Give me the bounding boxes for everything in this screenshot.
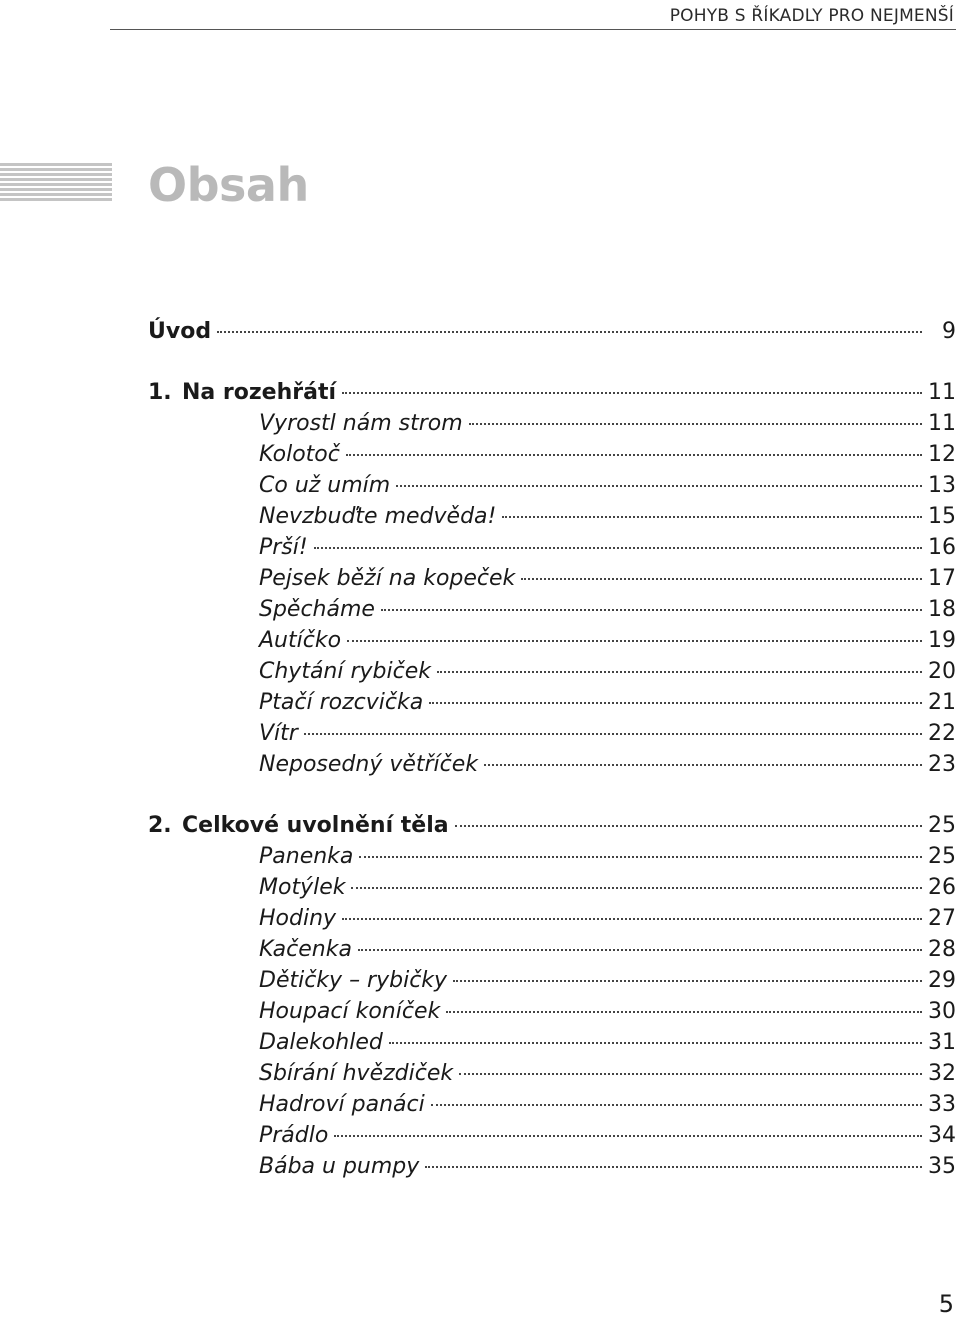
toc-entry-label: Sbírání hvězdiček xyxy=(259,1061,454,1086)
toc-leader xyxy=(314,547,922,549)
toc-entry-label: Úvod xyxy=(148,319,212,344)
toc-entry-label: Pejsek běží na kopeček xyxy=(259,566,516,591)
toc-leader xyxy=(484,764,922,766)
toc-entry-label: Prší! xyxy=(259,535,308,560)
toc-item[interactable] xyxy=(148,1120,956,1151)
toc-leader xyxy=(346,454,922,456)
toc-leader xyxy=(358,949,922,951)
toc-entry-label: Co už umím xyxy=(259,473,391,498)
toc-page-number: 23 xyxy=(928,752,956,777)
toc-item[interactable] xyxy=(148,470,956,501)
toc-entry-label: Prádlo xyxy=(259,1123,329,1148)
toc-leader xyxy=(446,1011,922,1013)
toc-page-number: 29 xyxy=(928,968,956,993)
toc-entry-label: Dalekohled xyxy=(259,1030,383,1055)
toc-leader xyxy=(396,485,922,487)
toc-entry-label: Autíčko xyxy=(259,628,342,653)
toc-item[interactable] xyxy=(148,934,956,965)
toc-leader xyxy=(469,423,922,425)
toc-entry-label: Vyrostl nám strom xyxy=(259,411,463,436)
toc-entry-label: Ptačí rozcvička xyxy=(259,690,424,715)
toc-entry-label: Motýlek xyxy=(259,875,346,900)
toc-item[interactable] xyxy=(148,718,956,749)
toc-item[interactable] xyxy=(148,1058,956,1089)
toc-entry-label: Kačenka xyxy=(259,937,352,962)
toc-entry-label: Neposedný větříček xyxy=(259,752,479,777)
toc-item[interactable] xyxy=(148,965,956,996)
toc-page-number: 17 xyxy=(928,566,956,591)
toc-item[interactable] xyxy=(148,1089,956,1120)
toc-entry-label: Chytání rybiček xyxy=(259,659,431,684)
toc-entry-intro[interactable] xyxy=(148,316,956,347)
toc-entry-label: Kolotoč xyxy=(259,442,340,467)
toc-item[interactable] xyxy=(148,656,956,687)
toc-leader xyxy=(431,1104,922,1106)
toc-entry-label: Hadroví panáci xyxy=(259,1092,425,1117)
toc-leader xyxy=(437,671,922,673)
toc-item[interactable] xyxy=(148,872,956,903)
toc-item[interactable] xyxy=(148,841,956,872)
page-number: 5 xyxy=(938,1290,954,1318)
toc-page-number: 30 xyxy=(928,999,956,1024)
toc-item[interactable] xyxy=(148,1151,956,1182)
toc-item[interactable] xyxy=(148,903,956,934)
toc-page-number: 28 xyxy=(928,937,956,962)
toc-page-number: 15 xyxy=(928,504,956,529)
toc-page-number: 18 xyxy=(928,597,956,622)
toc-entry-label: Vítr xyxy=(259,721,298,746)
toc-leader xyxy=(429,702,922,704)
toc-item[interactable] xyxy=(148,1027,956,1058)
toc-page-number: 9 xyxy=(942,319,956,344)
toc-page-number: 13 xyxy=(928,473,956,498)
toc-page-number: 21 xyxy=(928,690,956,715)
toc-page-number: 11 xyxy=(928,380,956,405)
toc-leader xyxy=(502,516,922,518)
toc-entry-label: Houpací koníček xyxy=(259,999,441,1024)
toc-leader xyxy=(455,825,922,827)
toc-entry-label: Hodiny xyxy=(259,906,337,931)
toc-item[interactable] xyxy=(148,687,956,718)
toc-leader xyxy=(359,856,922,858)
toc-chapter-number: 2. xyxy=(148,813,172,838)
toc-entry-label: Dětičky – rybičky xyxy=(259,968,448,993)
toc-leader xyxy=(459,1073,922,1075)
toc-leader xyxy=(381,609,922,611)
toc-leader xyxy=(304,733,922,735)
running-head: POHYB S ŘÍKADLY PRO NEJMENŠÍ xyxy=(669,6,954,26)
toc-page-number: 25 xyxy=(928,813,956,838)
toc-item[interactable] xyxy=(148,625,956,656)
toc-page-number: 26 xyxy=(928,875,956,900)
toc-leader xyxy=(521,578,922,580)
toc-leader xyxy=(389,1042,922,1044)
toc-item[interactable] xyxy=(148,439,956,470)
toc-chapter-number: 1. xyxy=(148,380,172,405)
toc-page-number: 22 xyxy=(928,721,956,746)
header-rule xyxy=(110,29,956,30)
toc-item[interactable] xyxy=(148,594,956,625)
toc-page-number: 27 xyxy=(928,906,956,931)
toc-leader xyxy=(217,331,922,333)
toc-chapter-2[interactable] xyxy=(148,810,956,841)
toc-page-number: 12 xyxy=(928,442,956,467)
toc-page-number: 33 xyxy=(928,1092,956,1117)
toc-entry-label: Nevzbuďte medvěda! xyxy=(259,504,497,529)
toc-entry-label: Na rozehřátí xyxy=(182,380,337,405)
toc-item[interactable] xyxy=(148,408,956,439)
page-title: Obsah xyxy=(148,158,309,212)
toc-page-number: 35 xyxy=(928,1154,956,1179)
toc-page-number: 19 xyxy=(928,628,956,653)
toc-page-number: 34 xyxy=(928,1123,956,1148)
toc-page-number: 32 xyxy=(928,1061,956,1086)
toc-leader xyxy=(453,980,922,982)
toc-leader xyxy=(425,1166,922,1168)
toc-page-number: 11 xyxy=(928,411,956,436)
toc-chapter-1[interactable] xyxy=(148,377,956,408)
toc-page-number: 16 xyxy=(928,535,956,560)
toc-item[interactable] xyxy=(148,532,956,563)
toc-leader xyxy=(334,1135,922,1137)
toc-item[interactable] xyxy=(148,996,956,1027)
toc-entry-label: Panenka xyxy=(259,844,354,869)
toc-item[interactable] xyxy=(148,501,956,532)
title-bar-decoration xyxy=(0,163,112,201)
toc-item[interactable] xyxy=(148,749,956,780)
toc-entry-label: Spěcháme xyxy=(259,597,375,622)
toc-leader xyxy=(342,918,922,920)
toc-entry-label: Bába u pumpy xyxy=(259,1154,420,1179)
toc-item[interactable] xyxy=(148,563,956,594)
toc-page-number: 20 xyxy=(928,659,956,684)
toc-page-number: 31 xyxy=(928,1030,956,1055)
toc-entry-label: Celkové uvolnění těla xyxy=(182,813,449,838)
toc-leader xyxy=(347,640,922,642)
toc-leader xyxy=(342,392,922,394)
toc-page-number: 25 xyxy=(928,844,956,869)
toc-leader xyxy=(351,887,922,889)
